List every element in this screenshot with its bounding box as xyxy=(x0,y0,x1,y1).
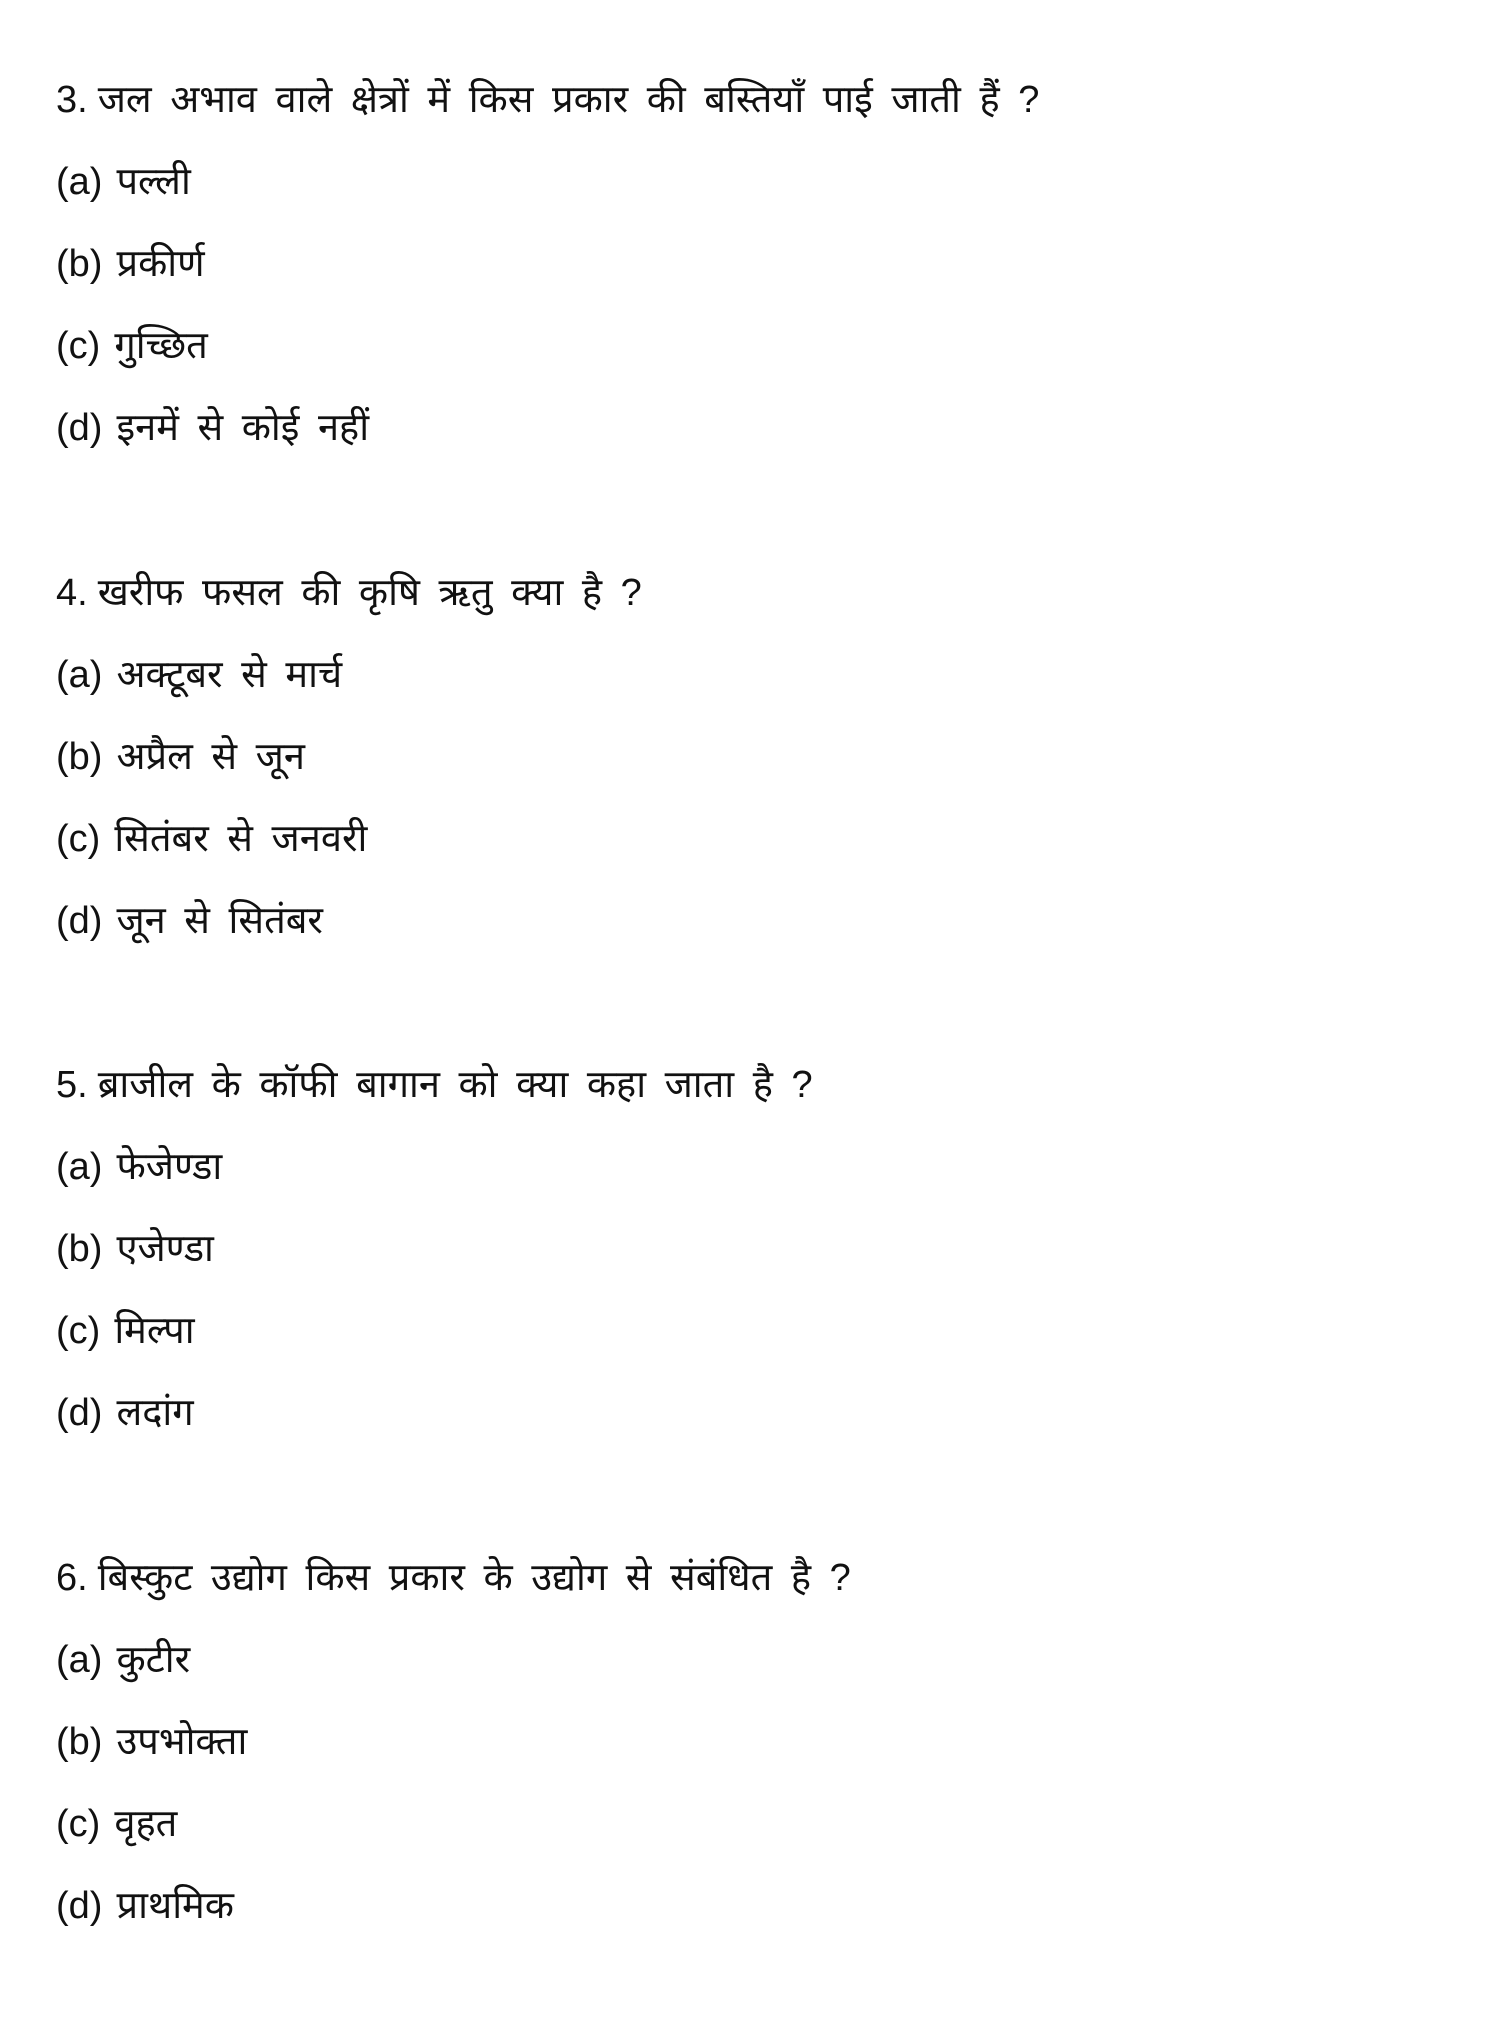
answer-option xyxy=(56,1882,234,1930)
answer-option xyxy=(56,404,369,452)
question-number: 3. xyxy=(56,79,88,121)
option-label: (d) xyxy=(56,1885,103,1927)
option-label: (c) xyxy=(56,1310,101,1352)
option-text: जून से सितंबर xyxy=(116,900,323,942)
option-label: (c) xyxy=(56,818,101,860)
answer-option xyxy=(56,1389,194,1437)
option-text: गुच्छित xyxy=(114,325,208,367)
question-body: ब्राजील के कॉफी बागान को क्या कहा जाता है ? xyxy=(97,1064,813,1106)
question-text xyxy=(56,76,1039,124)
answer-option xyxy=(56,1143,222,1191)
question-number: 5. xyxy=(56,1064,88,1106)
answer-option xyxy=(56,1225,214,1273)
answer-option xyxy=(56,322,208,370)
question-number: 4. xyxy=(56,572,88,614)
answer-option xyxy=(56,1636,190,1684)
option-label: (c) xyxy=(56,1803,101,1845)
question-body: बिस्कुट उद्योग किस प्रकार के उद्योग से संबंधित है ? xyxy=(97,1557,851,1599)
option-label: (b) xyxy=(56,1228,103,1270)
option-text: मिल्पा xyxy=(114,1310,195,1352)
option-text: अक्टूबर से मार्च xyxy=(116,654,343,696)
option-label: (b) xyxy=(56,243,103,285)
answer-option xyxy=(56,815,367,863)
option-text: पल्ली xyxy=(116,161,191,203)
answer-option xyxy=(56,1307,195,1355)
option-text: सितंबर से जनवरी xyxy=(114,818,368,860)
answer-option xyxy=(56,1718,247,1766)
option-text: फेजेण्डा xyxy=(116,1146,223,1188)
question-text xyxy=(56,569,642,617)
answer-option xyxy=(56,1800,177,1848)
question-number: 6. xyxy=(56,1557,88,1599)
option-text: एजेण्डा xyxy=(116,1228,214,1270)
option-label: (d) xyxy=(56,900,103,942)
answer-option xyxy=(56,651,342,699)
answer-option xyxy=(56,240,205,288)
option-label: (b) xyxy=(56,1721,103,1763)
option-text: वृहत xyxy=(114,1803,178,1845)
option-label: (a) xyxy=(56,1146,103,1188)
answer-option xyxy=(56,158,191,206)
option-text: कुटीर xyxy=(116,1639,191,1681)
answer-option xyxy=(56,897,323,945)
option-text: प्राथमिक xyxy=(116,1885,234,1927)
option-text: प्रकीर्ण xyxy=(116,243,205,285)
option-label: (d) xyxy=(56,1392,103,1434)
option-text: अप्रैल से जून xyxy=(116,736,305,778)
option-label: (a) xyxy=(56,161,103,203)
question-body: खरीफ फसल की कृषि ऋतु क्या है ? xyxy=(97,572,642,614)
option-text: उपभोक्ता xyxy=(116,1721,248,1763)
option-label: (c) xyxy=(56,325,101,367)
option-label: (b) xyxy=(56,736,103,778)
question-text xyxy=(56,1554,851,1602)
option-label: (a) xyxy=(56,1639,103,1681)
question-text xyxy=(56,1061,813,1109)
question-body: जल अभाव वाले क्षेत्रों में किस प्रकार की बस्तियाँ पाई जाती हैं ? xyxy=(97,79,1040,121)
option-label: (a) xyxy=(56,654,103,696)
option-text: लदांग xyxy=(116,1392,194,1434)
option-label: (d) xyxy=(56,407,103,449)
option-text: इनमें से कोई नहीं xyxy=(116,407,370,449)
answer-option xyxy=(56,733,305,781)
